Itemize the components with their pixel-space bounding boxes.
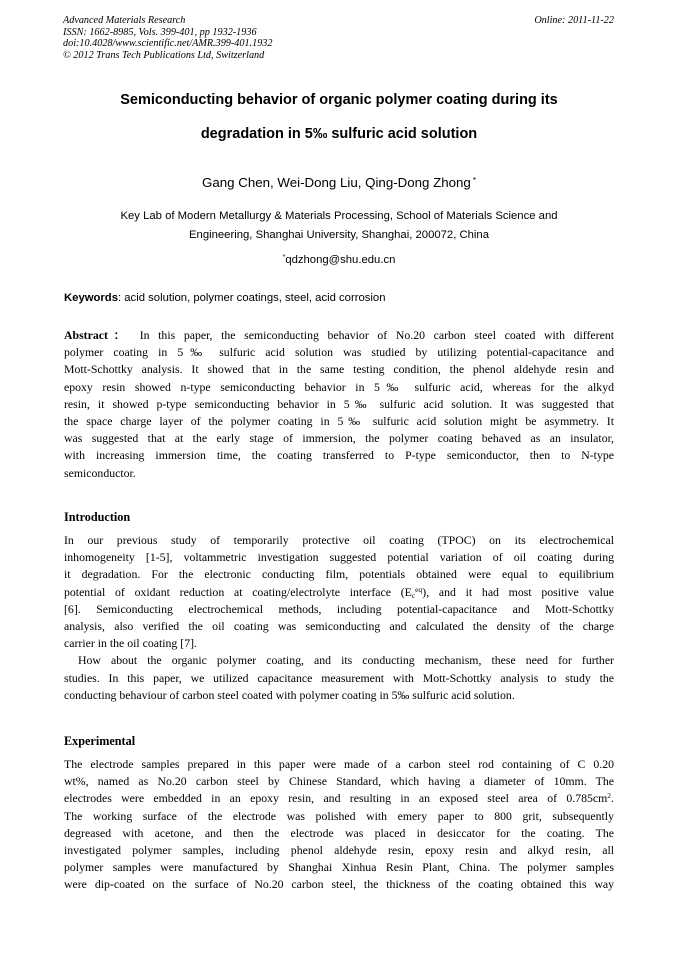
abstract-line: Mott-Schottky analysis. It showed that in the same testing condition, the phenol aldehyde resin and: [64, 362, 614, 377]
author-list: [40, 175, 638, 193]
keywords: [64, 291, 386, 305]
paper-title-line-2: degradation in 5‰ sulfuric acid solution: [200, 126, 478, 142]
intro-line: carrier in the oil coating [7].: [64, 636, 197, 651]
intro-line: potential of oxidant reduction at coating/electrolyte interface $(E_c^{eq})$, and it had most positive value: [64, 584, 614, 600]
author-email: [40, 253, 638, 269]
intro-line: [6]. Semiconducting electrochemical methods, including potential-capacitance and Mott-Schottky: [64, 601, 614, 616]
email-address: qdzhong@shu.edu.cn: [285, 254, 396, 266]
affiliation-line-2: Engineering, Shanghai University, Shanghai, 200072, China: [189, 229, 489, 241]
intro-line: How about the organic polymer coating, and its conducting mechanism, these need for further: [78, 653, 614, 668]
experimental-body: [64, 756, 614, 894]
abstract: [64, 327, 614, 482]
affiliation-line-1: Key Lab of Modern Metallurgy & Materials Processing, School of Materials Science and: [120, 210, 558, 222]
experimental-line: were dip-coated on the surface of No.20 carbon steel, the thickness of the coating obtained this way: [64, 877, 614, 892]
doi-line: doi:10.4028/www.scientific.net/AMR.399-401.1932: [63, 38, 273, 49]
abstract-line: Abstract： In this paper, the semiconducting behavior of No.20 carbon steel coated with different: [64, 328, 615, 342]
abstract-line: polymer coating in 5‰ sulfuric acid solution was studied by utilizing potential-capacitance and: [64, 345, 614, 360]
paper-title-line-1: Semiconducting behavior of organic polymer coating during its: [120, 92, 558, 108]
introduction-heading: Introduction: [64, 510, 131, 524]
journal-name: Advanced Materials Research: [63, 15, 186, 26]
intro-line: conducting behaviour of carbon steel coated with polymer coating in 5‰ sulfuric acid solution.: [64, 687, 515, 702]
corresponding-author-mark: *: [472, 176, 476, 185]
abstract-line: with increasing immersion time, the coating transferred to P-type semiconductor, then to N-type: [64, 448, 614, 463]
introduction-body: [64, 532, 614, 704]
abstract-line: resin, it showed p-type semiconducting behavior in 5‰ sulfuric acid solution. It was suggested that: [64, 396, 614, 411]
online-date: Online: 2011-11-22: [534, 15, 614, 26]
intro-line: In our previous study of temporarily protective oil coating (TPOC) on its electrochemical: [64, 533, 614, 547]
intro-line: studies. In this paper, we utilized capacitance measurement with Mott-Schottky analysis to study the: [64, 670, 614, 685]
abstract-label: Abstract：: [64, 328, 132, 342]
experimental-line: degreased with acetone, and then the electrode was placed in desiccator for the coating. The: [64, 825, 614, 840]
experimental-line: wt%, named as No.20 carbon steel by Chinese Standard, which having a diameter of 10mm. The: [64, 774, 614, 789]
issn-line: ISSN: 1662-8985, Vols. 399-401, pp 1932-1936: [63, 26, 257, 38]
author-names: Gang Chen, Wei-Dong Liu, Qing-Dong Zhong: [202, 175, 471, 190]
intro-line: inhomogeneity [1-5], voltammetric investigation suggested potential variation of oil coating during: [64, 550, 614, 565]
abstract-line: epoxy resin showed n-type semiconducting behavior in 5‰ sulfuric acid, whereas for the alkyd: [64, 379, 614, 394]
email-mark: *: [282, 254, 286, 261]
experimental-line: The electrode samples prepared in this paper were made of a carbon steel rod containing of C 0.20: [64, 757, 614, 771]
experimental-line: polymer samples were manufactured by Shanghai Xinhua Resin Plant, China. The polymer samples: [64, 860, 614, 875]
abstract-line: was suggested that at the early stage of immersion, the polymer coating behaved as an insulator,: [64, 431, 614, 446]
experimental-line: investigated polymer samples, including phenol aldehyde resin, epoxy resin and alkyd resin, all: [64, 842, 614, 857]
intro-line: analysis, also verified the oil coating was semiconducting and calculated the density of the charge: [64, 618, 614, 633]
abstract-line: semiconductor.: [64, 465, 136, 480]
keywords-text: : acid solution, polymer coatings, steel, acid corrosion: [118, 292, 386, 304]
abstract-line: the space charge layer of the polymer coating in 5‰ sulfuric acid solution might be asymmetry. It: [64, 413, 614, 428]
keywords-label: Keywords: [64, 292, 118, 304]
copyright-line: © 2012 Trans Tech Publications Ltd, Switzerland: [63, 49, 265, 61]
journal-header: [63, 15, 272, 61]
experimental-heading: Experimental: [64, 734, 136, 748]
intro-line: it degradation. For the electronic conducting film, potentials obtained were equal to equilibrium: [64, 567, 614, 582]
experimental-line: electrodes were embedded in an epoxy resin, and resulting in an exposed steel area of $0.785cm^2$.: [64, 791, 614, 806]
experimental-line: The working surface of the electrode was polished with emery paper to 800 grit, subsequently: [64, 808, 614, 823]
